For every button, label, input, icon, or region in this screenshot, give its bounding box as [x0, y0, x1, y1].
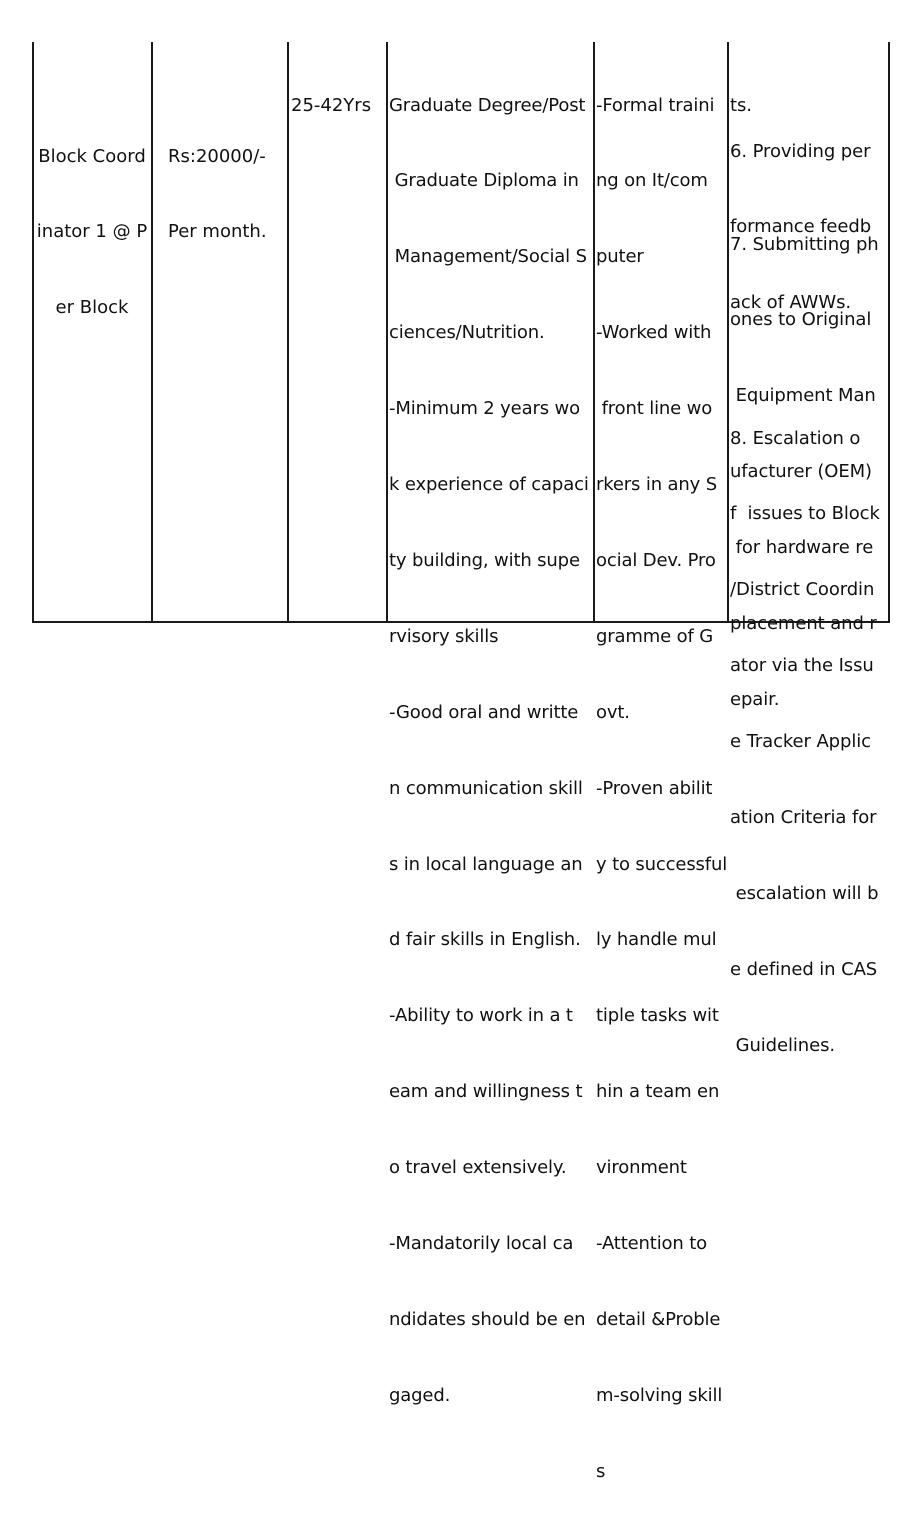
age-limit-cell: 25-42Yrs: [291, 94, 372, 116]
post-name-cell: Block Coord inator 1 @ P er Block: [36, 145, 148, 319]
desirable-skills-cell: -Formal traini ng on It/com puter -Worked with front line wo rkers in any S ocial Dev. Pro gramme of G ovt. -Proven abilit y to successful ly handle mul tiple tasks wit hin a team en vironment -Attention to detail &Proble m-solving skill s: [596, 94, 728, 1482]
column-rule-5: [593, 42, 595, 622]
column-rule-2: [151, 42, 153, 622]
responsibilities-intro: ts.: [730, 94, 752, 116]
responsibility-item-8: 8. Escalation o f issues to Block /District Coordin ator via the Issu e Tracker Applic ation Criteria for escalation will b e defined in CAS Guidelines.: [730, 427, 880, 1056]
qualification-cell: Graduate Degree/Post Graduate Diploma in Management/Social S ciences/Nutrition. -Minimum 2 years wo k experience of capaci ty building, with supe rvisory skills -Good oral and writte n communication skill s in local language an d fair skills in English. -Ability to work in a t eam and willingness t o travel extensively. -Mandatorily local ca ndidates should be en gaged.: [389, 94, 589, 1406]
column-rule-7: [888, 42, 890, 622]
responsibility-item-7: 7. Submitting ph ones to Original Equipment Man ufacturer (OEM) for hardware re placement and r epair.: [730, 233, 879, 710]
salary-cell: Rs:20000/- Per month.: [168, 145, 267, 243]
responsibility-item-6: 6. Providing per formance feedb ack of AWWs.: [730, 140, 872, 314]
column-rule-1: [32, 42, 34, 622]
column-rule-4: [386, 42, 388, 622]
column-rule-3: [287, 42, 289, 622]
column-rule-6: [727, 42, 729, 622]
